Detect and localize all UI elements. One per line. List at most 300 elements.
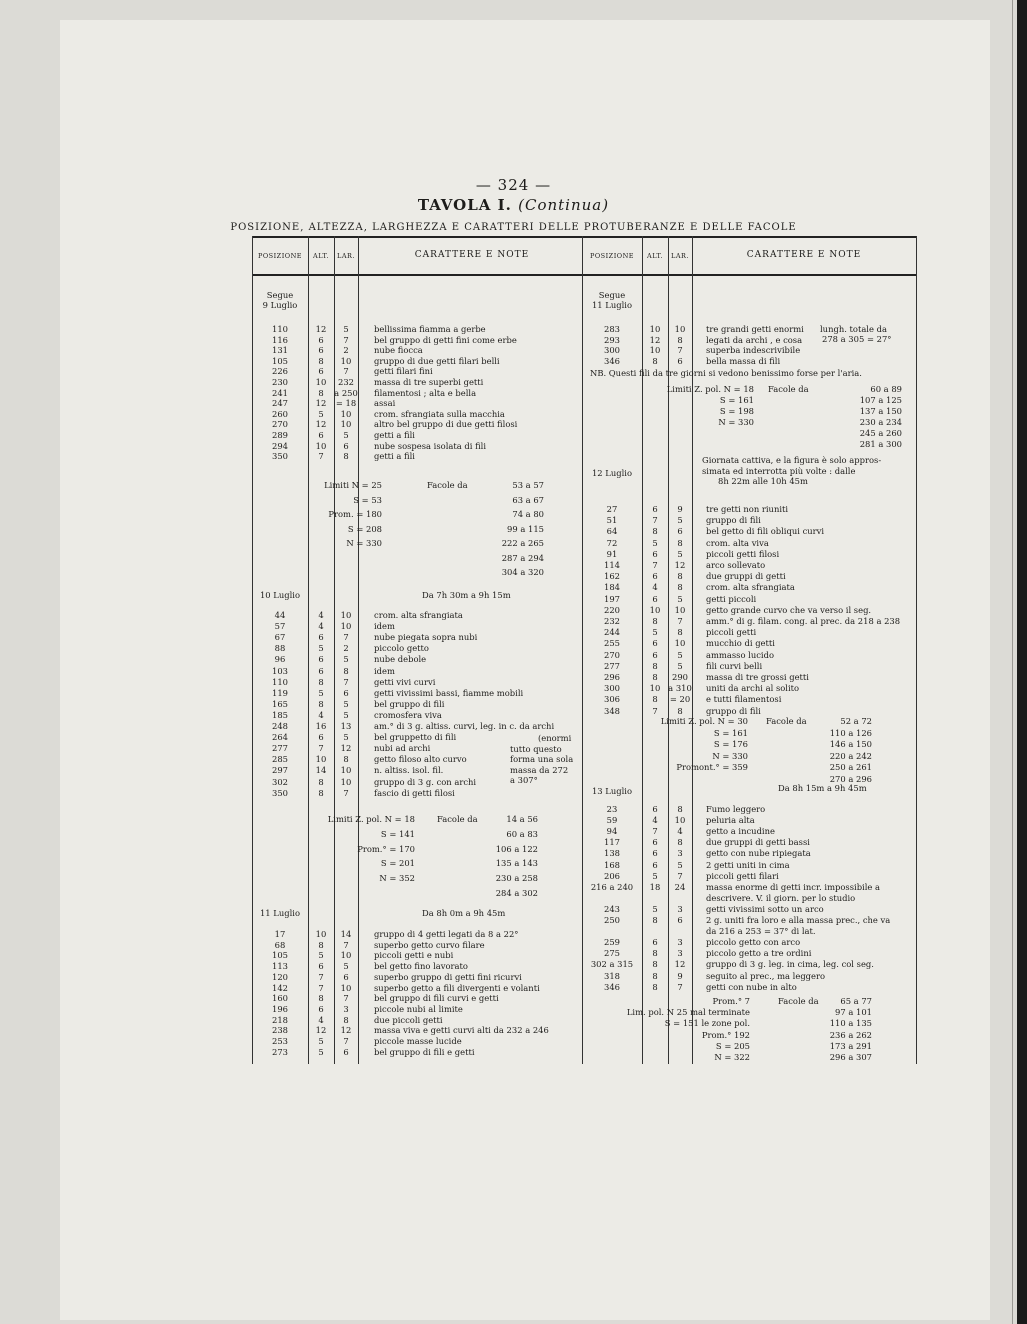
row-larghezza: 8 (677, 537, 683, 548)
row-posizione: 91 (606, 548, 618, 559)
row-posizione: 72 (606, 537, 618, 548)
side-note: massa da 272 (510, 764, 569, 775)
row-carattere: superba indescrivibile (706, 345, 801, 356)
row-altezza: 7 (652, 705, 658, 716)
facole-range: 220 a 242 (829, 750, 872, 761)
row-posizione: 346 (604, 355, 620, 366)
row-carattere: gruppo di fili (706, 515, 761, 526)
row-larghezza: 3 (677, 948, 683, 959)
row-carattere: idem (374, 665, 395, 676)
col-header-alt: ALT. (647, 252, 663, 260)
col-header-posizione: POSIZIONE (589, 252, 635, 260)
row-altezza: 5 (652, 903, 658, 914)
row-carattere: idem (374, 621, 395, 632)
row-posizione: 350 (272, 451, 288, 462)
row-carattere: fascio di getti filosi (374, 787, 455, 798)
row-altezza: 7 (318, 451, 324, 462)
row-posizione: 184 (604, 582, 620, 593)
row-carattere: superbo gruppo di getti fini ricurvi (374, 971, 522, 982)
row-larghezza: 7 (677, 345, 683, 356)
row-carattere: crom. alta sfrangiata (706, 582, 795, 593)
limit-zone: S = 205 (715, 1040, 750, 1051)
row-posizione: 297 (272, 765, 288, 776)
row-altezza: 8 (318, 776, 324, 787)
row-posizione: 300 (604, 683, 620, 694)
row-carattere: arco sollevato (706, 560, 766, 570)
row-carattere: getti vivissimi sotto un arco (706, 903, 824, 914)
row-carattere: bellissima fiamma a gerbe (374, 324, 486, 334)
row-larghezza: 5 (343, 732, 349, 743)
row-altezza: 10 (315, 754, 327, 765)
col-header-carattere: CARATTERE E NOTE (414, 250, 530, 260)
day-note: simata ed interrotta più volte : dalle (702, 465, 856, 476)
row-altezza: 8 (652, 616, 658, 626)
row-posizione: 185 (272, 709, 288, 720)
row-carattere: piccoli getti e nubi (374, 950, 454, 961)
row-altezza: 12 (315, 419, 327, 430)
row-carattere: bella massa di fili (706, 355, 781, 366)
row-posizione: 293 (604, 334, 620, 345)
row-posizione: 206 (604, 870, 620, 881)
facole-range: 296 a 307 (829, 1052, 872, 1062)
row-posizione: 138 (604, 848, 620, 859)
row-carattere: legati da archi , e cosa (706, 334, 803, 345)
row-altezza: 6 (318, 366, 324, 377)
row-larghezza: 6 (677, 355, 683, 366)
row-carattere: piccole nubi al limite (374, 1003, 463, 1014)
facole-range: 99 a 115 (507, 523, 544, 534)
row-larghezza: 14 (340, 929, 352, 939)
limit-zone: Prom.° 7 (712, 996, 750, 1006)
row-altezza: 6 (652, 593, 658, 604)
col-header-lar: LAR. (337, 252, 355, 260)
side-note: 278 a 305 = 27° (822, 334, 892, 344)
table-subtitle: POSIZIONE, ALTEZZA, LARGHEZZA E CARATTERI DELLE PROTUBERANZE E DELLE FACOLE (230, 222, 797, 233)
row-carattere: piccole masse lucide (374, 1036, 462, 1046)
facole-range: 230 a 234 (859, 417, 902, 427)
row-posizione: 94 (606, 826, 618, 837)
limit-zone: S = 198 (719, 406, 754, 416)
row-posizione: 296 (604, 672, 620, 682)
row-posizione: 110 (272, 324, 288, 334)
facole-range: 107 a 125 (859, 395, 902, 405)
row-altezza: 8 (652, 970, 658, 981)
limit-zone: S = 53 (353, 494, 382, 505)
row-posizione: 275 (604, 948, 620, 959)
row-carattere: piccoli getti filosi (706, 548, 780, 559)
row-larghezza: 10 (340, 610, 352, 620)
facole-range: 230 a 258 (495, 873, 538, 884)
row-carattere: gruppo di fili (706, 705, 761, 716)
facole-range: 14 a 56 (506, 814, 538, 824)
segue-label: Segue (266, 290, 294, 300)
row-altezza: 6 (318, 334, 324, 345)
row-posizione: 241 (272, 387, 288, 398)
row-carattere: getto grande curvo che va verso il seg. (706, 604, 872, 615)
row-posizione: 348 (604, 705, 620, 716)
limit-zone: N = 330 (346, 538, 382, 548)
row-altezza: 8 (652, 694, 658, 705)
col-header-posizione: POSIZIONE (257, 252, 303, 260)
row-carattere: seguito al prec., ma leggero (706, 970, 826, 981)
row-larghezza: 3 (343, 1003, 349, 1014)
row-carattere: piccoli getti filari (706, 870, 779, 881)
row-larghezza: 8 (343, 754, 349, 765)
row-larghezza: 7 (677, 616, 683, 626)
row-posizione: 44 (274, 610, 286, 620)
row-altezza: 4 (318, 610, 324, 620)
row-altezza: 18 (649, 881, 661, 892)
row-larghezza: a 250 (334, 387, 358, 398)
limit-zone: S = 141 (380, 828, 415, 839)
row-carattere: piccolo getto con arco (706, 937, 801, 948)
row-carattere: getti vivissimi bassi, fiamme mobili (374, 687, 524, 698)
row-larghezza: 6 (343, 1046, 349, 1057)
row-posizione: 114 (604, 560, 620, 570)
side-note: forma una sola (510, 754, 574, 764)
row-carattere: cromosfera viva (374, 709, 442, 720)
row-larghezza: 10 (340, 765, 352, 776)
row-posizione: 216 a 240 (590, 881, 634, 892)
facole-range: 270 a 296 (829, 773, 872, 784)
row-posizione: 294 (272, 440, 288, 451)
row-altezza: 12 (315, 324, 327, 334)
row-carattere: crom. sfrangiata sulla macchia (374, 408, 505, 419)
nb-note: NB. Questi fili da tre giorni si vedono benissimo forse per l'aria. (590, 368, 862, 378)
row-larghezza: 10 (340, 950, 352, 961)
row-larghezza: 12 (340, 1025, 352, 1036)
row-altezza: 5 (652, 537, 658, 548)
row-altezza: 5 (318, 643, 324, 654)
facole-range: 250 a 261 (829, 762, 872, 772)
row-altezza: 10 (649, 324, 661, 334)
row-larghezza: 8 (677, 334, 683, 345)
row-carattere: assai (374, 398, 396, 409)
side-note: (enormi (538, 733, 572, 743)
row-carattere: Fumo leggero (706, 804, 766, 814)
row-larghezza: 10 (340, 419, 352, 430)
row-altezza: 4 (318, 709, 324, 720)
row-larghezza: 12 (674, 959, 686, 970)
row-larghezza: 7 (343, 939, 349, 950)
row-altezza: 8 (652, 959, 658, 970)
row-posizione: 220 (604, 604, 620, 615)
row-posizione: 232 (604, 616, 620, 626)
row-carattere: bel getto di fili obliqui curvi (706, 526, 825, 537)
row-posizione: 244 (604, 627, 620, 638)
row-posizione: 68 (274, 939, 286, 950)
row-posizione: 270 (604, 649, 620, 660)
row-posizione: 57 (274, 621, 286, 632)
row-carattere: bel gruppo di fili (374, 698, 445, 709)
row-carattere: due gruppi di getti (706, 571, 786, 582)
row-carattere: nube fiocca (374, 345, 423, 356)
row-larghezza: 5 (343, 961, 349, 972)
row-posizione: 110 (272, 676, 288, 687)
facole-range: 222 a 265 (501, 538, 544, 548)
row-altezza: 6 (652, 649, 658, 660)
row-posizione: 27 (606, 504, 618, 514)
segue-label: Segue (598, 290, 626, 300)
row-larghezza: 7 (343, 632, 349, 643)
row-carattere: massa di tre grossi getti (706, 672, 809, 682)
row-carattere: massa di tre superbi getti (374, 377, 484, 387)
row-altezza: 5 (318, 408, 324, 419)
row-carattere: nubi ad archi (374, 743, 431, 754)
row-larghezza: 5 (677, 515, 683, 526)
row-larghezza: 12 (674, 560, 686, 570)
row-posizione: 277 (272, 743, 288, 754)
row-altezza: 12 (315, 1025, 327, 1036)
row-larghezza: 10 (674, 604, 686, 615)
row-altezza: 6 (652, 548, 658, 559)
row-posizione: 259 (604, 937, 620, 948)
facole-range: 52 a 72 (840, 716, 872, 726)
row-posizione: 165 (272, 698, 288, 709)
row-carattere: getto con nube ripiegata (706, 848, 811, 859)
row-posizione: 248 (272, 721, 288, 731)
facole-range: 284 a 302 (495, 888, 538, 898)
row-altezza: 8 (652, 981, 658, 992)
row-posizione: 105 (272, 355, 288, 366)
row-posizione: 23 (606, 804, 618, 814)
facole-range: 53 a 57 (512, 480, 544, 490)
row-altezza: 4 (318, 621, 324, 632)
side-note: tutto questo (510, 743, 562, 754)
facole-range: 106 a 122 (495, 843, 538, 854)
row-larghezza: 10 (674, 324, 686, 334)
right-table (582, 236, 916, 1064)
limit-zone: Promont.° = 359 (676, 762, 748, 772)
row-larghezza: 2 (343, 345, 349, 356)
day-label-11: 11 Luglio (259, 908, 301, 918)
facole-range: 287 a 294 (501, 552, 544, 563)
col-header-carattere: CARATTERE E NOTE (746, 250, 862, 260)
limit-zone: Limiti Z. pol. N = 30 (660, 716, 748, 726)
facole-range: 236 a 262 (829, 1029, 872, 1040)
row-altezza: 12 (315, 398, 327, 409)
row-larghezza: 8 (677, 837, 683, 848)
row-carattere: bel gruppo di fili e getti (374, 1046, 475, 1057)
row-larghezza: 5 (677, 660, 683, 671)
facole-range: 60 a 89 (870, 384, 902, 394)
row-altezza: 6 (652, 504, 658, 514)
row-posizione: 302 (272, 776, 288, 787)
row-altezza: 6 (318, 430, 324, 440)
day-label-11: 11 Luglio (591, 300, 633, 310)
row-altezza: 7 (318, 982, 324, 993)
row-altezza: 8 (318, 676, 324, 687)
row-carattere: getti piccoli (706, 593, 757, 604)
facole-range: 110 a 135 (829, 1018, 872, 1029)
row-larghezza: 5 (343, 430, 349, 440)
row-carattere: descrivere. V. il giorn. per lo studio (706, 892, 856, 903)
row-posizione: 105 (272, 950, 288, 961)
row-larghezza: 8 (677, 804, 683, 814)
row-carattere: crom. alta viva (706, 537, 769, 548)
row-larghezza: 9 (677, 504, 683, 514)
row-larghezza: 7 (677, 981, 683, 992)
facole-range: 74 a 80 (512, 509, 544, 519)
row-larghezza: 5 (677, 649, 683, 660)
row-altezza: 10 (315, 440, 327, 451)
row-posizione: 113 (272, 961, 288, 972)
row-altezza: 8 (652, 915, 658, 925)
facole-range: 146 a 150 (829, 739, 872, 749)
facole-range: 63 a 67 (512, 494, 544, 505)
row-larghezza: 8 (677, 705, 683, 716)
row-altezza: 5 (318, 950, 324, 961)
row-larghezza: 5 (343, 709, 349, 720)
row-larghezza: 5 (677, 593, 683, 604)
row-larghezza: 13 (340, 721, 352, 731)
row-larghezza: 10 (340, 408, 352, 419)
row-larghezza: 10 (674, 638, 686, 649)
limit-zone: Limiti Z. pol. N = 18 (327, 814, 415, 824)
row-altezza: 14 (315, 765, 327, 776)
row-posizione: 318 (604, 970, 620, 981)
row-carattere: gruppo di due getti filari belli (374, 355, 500, 366)
row-posizione: 285 (272, 754, 288, 765)
limit-zone: N = 330 (712, 750, 748, 761)
row-posizione: 302 a 315 (590, 959, 634, 970)
row-larghezza: = 18 (335, 398, 357, 409)
row-posizione: 273 (272, 1046, 288, 1057)
facole-range: 281 a 300 (859, 439, 902, 449)
row-altezza: 5 (318, 1046, 324, 1057)
row-posizione: 250 (604, 915, 620, 925)
row-carattere: da 216 a 253 = 37° di lat. (706, 926, 816, 937)
row-posizione: 260 (272, 408, 288, 419)
facole-range: 137 a 150 (859, 406, 902, 416)
row-posizione: 103 (272, 665, 288, 676)
row-posizione: 168 (604, 859, 620, 870)
row-altezza: 6 (318, 345, 324, 356)
row-carattere: getti vivi curvi (374, 676, 436, 687)
title-continua: (Continua) (518, 196, 610, 214)
row-altezza: 6 (318, 665, 324, 676)
row-altezza: 10 (649, 604, 661, 615)
limit-zone: S = 201 (380, 858, 415, 869)
limit-zone: Limiti Z. pol. N = 18 (666, 384, 754, 394)
row-carattere: tre grandi getti enormi (706, 324, 804, 334)
row-posizione: 283 (604, 324, 620, 334)
limit-zone: S = 208 (347, 523, 382, 534)
row-posizione: 196 (272, 1003, 288, 1014)
row-posizione: 247 (272, 398, 288, 409)
row-larghezza: 290 (672, 672, 688, 682)
row-carattere: tre getti non riuniti (706, 504, 789, 514)
row-altezza: 8 (652, 355, 658, 366)
limit-zone: Lim. pol. N 25 mal terminate (626, 1007, 750, 1018)
row-altezza: 10 (649, 345, 661, 356)
row-posizione: 117 (604, 837, 620, 848)
limit-zone: Prom.° = 170 (357, 843, 415, 854)
row-carattere: 2 getti uniti in cima (706, 859, 790, 870)
row-altezza: 4 (318, 1014, 324, 1025)
row-altezza: 6 (318, 732, 324, 743)
row-altezza: 6 (318, 961, 324, 972)
row-altezza: 7 (652, 560, 658, 570)
row-larghezza: 5 (677, 548, 683, 559)
row-larghezza: 5 (343, 654, 349, 665)
row-carattere: amm.° di g. filam. cong. al prec. da 218 a 238 (706, 616, 901, 626)
row-altezza: 5 (318, 687, 324, 698)
row-carattere: superbo getto curvo filare (374, 939, 485, 950)
limit-zone: N = 352 (379, 873, 415, 884)
row-posizione: 300 (604, 345, 620, 356)
limit-zone: Limiti N = 25 (324, 480, 382, 490)
row-larghezza: 5 (343, 324, 349, 334)
row-carattere: filamentosi ; alta e bella (374, 387, 477, 398)
day-time-11: Da 8h 0m a 9h 45m (422, 908, 506, 918)
row-carattere: ammasso lucido (706, 649, 775, 660)
row-larghezza: 10 (674, 815, 686, 826)
row-carattere: getto filoso alto curvo (374, 754, 467, 765)
left-table (252, 236, 586, 1064)
limit-zone: S = 161 (713, 727, 748, 738)
row-altezza: 8 (652, 526, 658, 537)
day-label-10: 10 Luglio (259, 590, 301, 600)
row-larghezza: 7 (677, 870, 683, 881)
facole-range: 97 a 101 (835, 1007, 872, 1018)
row-altezza: 6 (318, 654, 324, 665)
row-altezza: 10 (649, 683, 661, 694)
day-label-13: 13 Luglio (591, 786, 633, 796)
row-carattere: mucchio di getti (706, 638, 775, 649)
row-carattere: 2 g. uniti fra loro e alla massa prec., che va (706, 915, 891, 925)
limit-zone: S = 151 le zone pol. (664, 1018, 750, 1029)
row-larghezza: 8 (343, 665, 349, 676)
row-altezza: 8 (318, 387, 324, 398)
row-altezza: 6 (652, 859, 658, 870)
row-carattere: altro bel gruppo di due getti filosi (374, 419, 518, 430)
row-larghezza: 10 (340, 621, 352, 632)
row-altezza: 6 (652, 848, 658, 859)
row-carattere: uniti da archi al solito (706, 683, 800, 694)
facole-range: 245 a 260 (859, 428, 902, 438)
row-posizione: 243 (604, 903, 620, 914)
row-larghezza: 7 (343, 334, 349, 345)
row-larghezza: 232 (338, 377, 354, 387)
limit-zone: N = 330 (718, 417, 754, 427)
row-larghezza: 8 (677, 627, 683, 638)
row-posizione: 131 (272, 345, 288, 356)
row-posizione: 162 (604, 571, 620, 582)
row-carattere: bel gruppo di getti fini come erbe (374, 334, 517, 345)
row-larghezza: a 310 (668, 683, 692, 694)
row-carattere: n. altiss. isol. fil. (374, 765, 444, 776)
day-label-12: 12 Luglio (591, 468, 633, 478)
row-posizione: 64 (606, 526, 618, 537)
facole-range: 304 a 320 (501, 567, 544, 577)
page-number: — 324 — (475, 176, 552, 194)
row-altezza: 6 (318, 1003, 324, 1014)
row-altezza: 10 (315, 929, 327, 939)
limit-zone: S = 176 (713, 739, 748, 749)
row-posizione: 142 (272, 982, 288, 993)
row-larghezza: 7 (343, 366, 349, 377)
day-time-10: Da 7h 30m a 9h 15m (422, 590, 511, 600)
row-altezza: 6 (652, 571, 658, 582)
row-altezza: 5 (652, 870, 658, 881)
row-posizione: 59 (606, 815, 618, 826)
row-carattere: superbo getto a fili divergenti e volanti (374, 982, 540, 993)
row-larghezza: 2 (343, 643, 349, 654)
row-carattere: piccolo getto a tre ordini (706, 948, 812, 959)
row-posizione: 350 (272, 787, 288, 798)
row-larghezza: 7 (343, 1036, 349, 1046)
